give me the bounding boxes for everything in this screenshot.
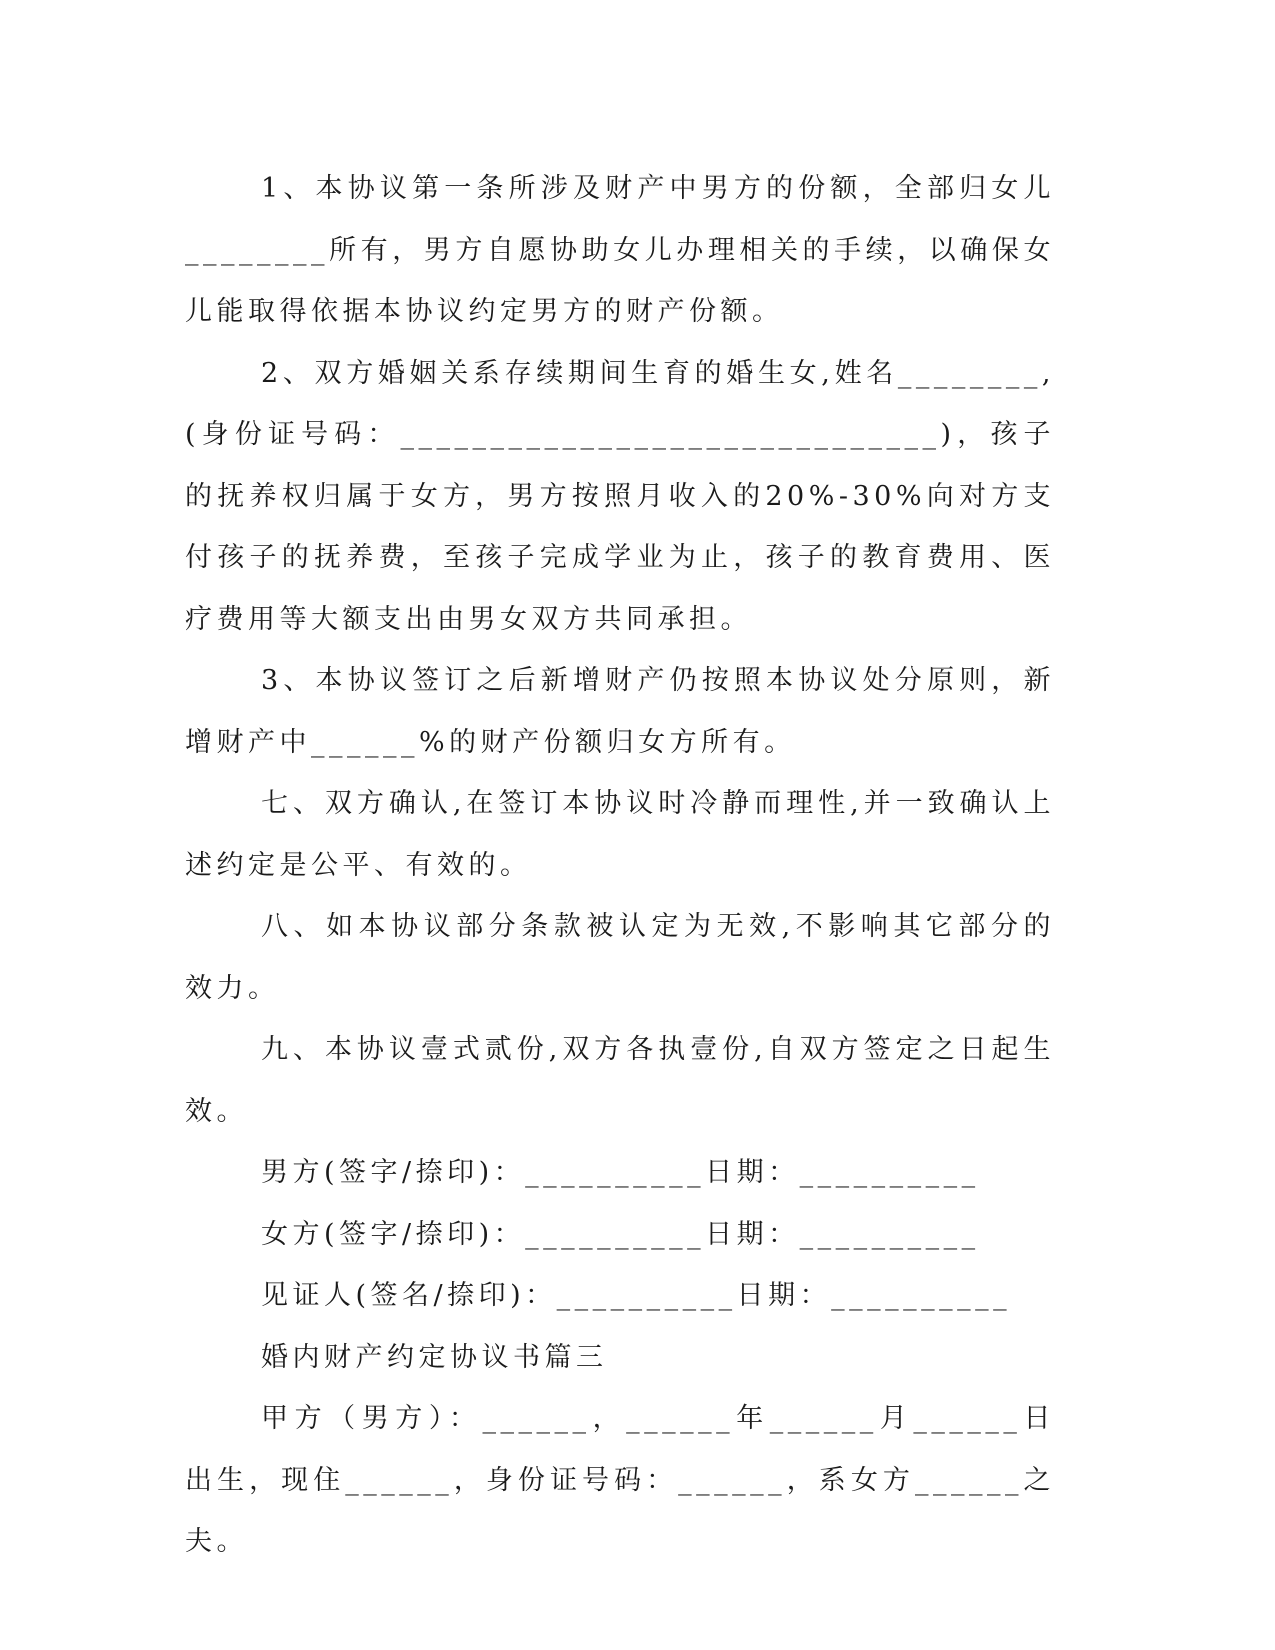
document-page [185,158,1055,1573]
signature-line-witness: 见证人(签名/捺印)：__________日期：__________ [261,1280,1012,1311]
paragraph-clause-2: 2、双方婚姻关系存续期间生育的婚生女,姓名________,(身份证号码：______________________________)，孩子的抚养权归属于女方，男方按照月收入的20%-30%向对方支付孩子的抚养费，至孩子完成学业为止，孩子的教育费用、医疗费用等大额支出由男女双方共同承担。 [185,357,1055,635]
section-heading: 婚内财产约定协议书篇三 [261,1341,608,1373]
paragraph-clause-3: 3、本协议签订之后新增财产仍按照本协议处分原则，新增财产中______%的财产份额归女方所有。 [185,665,1055,758]
signature-line-husband: 男方(签字/捺印)：__________日期：__________ [261,1157,980,1188]
paragraph-article-8: 八、如本协议部分条款被认定为无效,不影响其它部分的效力。 [185,911,1055,1004]
paragraph-article-7: 七、双方确认,在签订本协议时冷静而理性,并一致确认上述约定是公平、有效的。 [185,788,1055,881]
paragraph-clause-1: 1、本协议第一条所涉及财产中男方的份额，全部归女儿________所有，男方自愿协助女儿办理相关的手续，以确保女儿能取得依据本协议约定男方的财产份额。 [185,173,1055,327]
paragraph-party-a: 甲方（男方）：______，______年______月______日出生，现住______，身份证号码：______，系女方______之夫。 [185,1403,1055,1557]
paragraph-article-9: 九、本协议壹式贰份,双方各执壹份,自双方签定之日起生效。 [185,1034,1055,1127]
signature-line-wife: 女方(签字/捺印)：__________日期：__________ [261,1218,980,1250]
